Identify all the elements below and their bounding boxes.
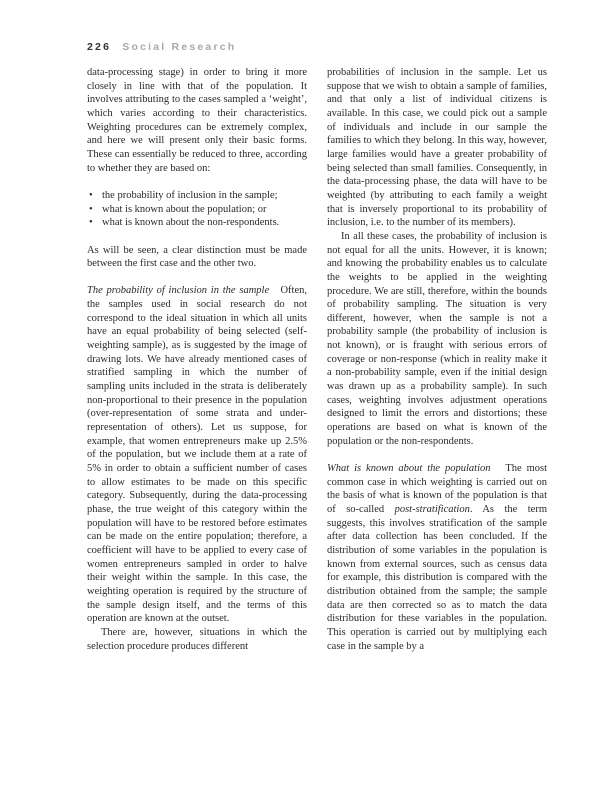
left-column [87,66,307,653]
term-post-stratification: post-stratification [394,503,470,515]
paragraph-families-example: probabilities of inclusion in the sample. Let us suppose that we wish to obtain a sample of families, and that only a list of individual citizens is available. In this case, we could pick out a sample of individuals and include in our sample the families to which they belong. In this way, however, large families would have a greater probability of being selected than small families. Consequently, in the data-processing phase, the data will have to be weighted (by attributing to each family a weight that is inversely proportional to its probability of inclusion, i.e. to the number of its members). [327,67,547,229]
section-inclusion-probability [87,284,307,625]
running-head [87,41,236,53]
subheading-known-population: What is known about the population [327,463,491,475]
bullet-item: • the probability of inclusion in the sample; [87,189,307,203]
right-column [327,66,547,653]
bullet-list [87,189,307,230]
section-known-population [327,462,547,653]
paragraph-post-stratification-start: The most common case in which weighting is carried out on the basis of what is known of the population is that of so-called [327,463,548,515]
subheading-inclusion-probability: The probability of inclusion in the sample [87,285,270,297]
paragraph-distinction: As will be seen, a clear distinction must be made between the first case and the other two. [87,244,307,270]
page-number: 226 [87,41,112,53]
running-title: Social Research [122,41,237,53]
paragraph-selection-procedure: There are, however, situations in which the selection procedure produces different [87,626,307,652]
bullet-item: • what is known about the population; or [87,203,307,217]
paragraph-inclusion-probability: Often, the samples used in social research do not correspond to the ideal situation in which all units have an equal probability of being selected (self-weighting sample), as is suggested by the image of drawing lots. We have already mentioned cases of stratified sampling in which the number of sampling units included in the strata is deliberately non-proportional to their presence in the population (over-representation of some strata and under-representation of others). Let us suppose, for example, that women entrepreneurs make up 2.5% of the population, but we include them at a rate of 5% in order to obtain a sufficient number of cases to allow estimates to be made on this specific category. Subsequently, during the data-processing phase, the true weight of this category within the population will have to be restored before estimates can be made on the entire population; therefore, a coefficient will have to be applied to every case of women entrepreneurs sampled in order to halve their weight within the sample. In this case, the weighting operation is required by the structure of the sample design itself, and the terms of this operation are known at the outset. [87,285,308,625]
paragraph-intro: data-processing stage) in order to bring it more closely in line with that of the population. It involves attributing to the cases sampled a ‘weight’, which varies according to their characteristics. Weighting procedures can be extremely complex, and here we will present only their basic forms. These can essentially be reduced to three, according to whether they are based on: [87,67,307,174]
paragraph-post-stratification-end: . As the term suggests, this involves stratification of the sample after data collection has been concluded. If the distribution of some variables in the population is known from external sources, such as census data for example, this distribution is compared with the distribution obtained from the sample; the sample data are then corrected so as to match the data distribution for these variables in the population. This operation is carried out by multiplying each case in the sample by a [327,503,547,652]
bullet-item: • what is known about the non-respondents. [87,216,307,230]
paragraph-probability-known: In all these cases, the probability of inclusion is not equal for all the units. However, it is known; and knowing the probability enables us to calculate the weights to be applied in the weighting procedure. We are still, therefore, within the bounds of probability sampling. The situation is very different, however, when the sample is not a probability sample (the probability of inclusion is not known), or is fraught with serious errors of coverage or non-response (which in reality make it a non-probability sample, even if the initial design was drawn up as a probability sample). In such cases, weighting involves adjustment operations designed to limit the errors and distortions; these operations are based on what is known of the population or the non-respondents. [327,230,547,447]
